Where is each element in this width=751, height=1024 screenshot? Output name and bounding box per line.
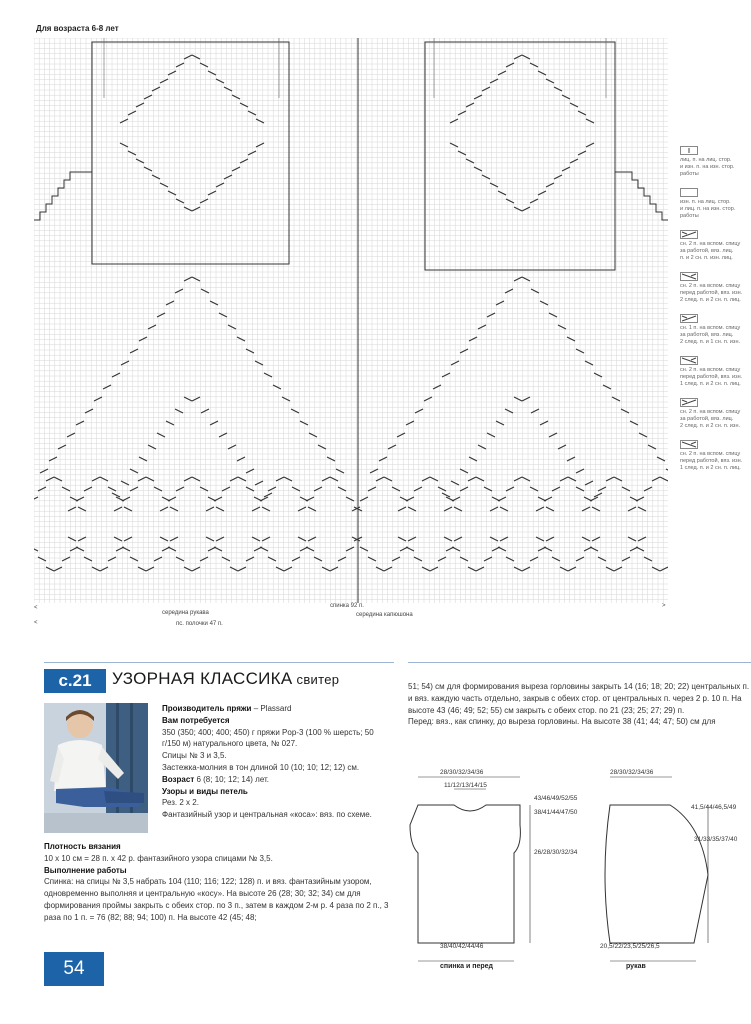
left-arrow: < bbox=[34, 605, 38, 611]
cable-cross-mark bbox=[268, 557, 276, 561]
cable-cross-mark bbox=[522, 567, 530, 571]
cable-cross-mark bbox=[306, 497, 314, 501]
cable-cross-mark bbox=[200, 557, 208, 561]
cable-cross-mark bbox=[578, 151, 586, 155]
density-label: Плотность вязания bbox=[44, 842, 121, 851]
cable-cross-mark bbox=[474, 167, 482, 171]
cable-cross-mark bbox=[148, 445, 156, 449]
cable-cross-mark bbox=[530, 63, 538, 67]
cable-cross-mark bbox=[392, 557, 400, 561]
cable-cross-mark bbox=[255, 481, 263, 485]
cable-cross-mark bbox=[248, 111, 256, 115]
cable-cross-mark bbox=[414, 557, 422, 561]
cable-cross-mark bbox=[170, 507, 178, 511]
cable-cross-mark bbox=[398, 537, 406, 541]
cable-cross-mark bbox=[92, 477, 100, 481]
cross-right-2-icon bbox=[680, 356, 698, 365]
cable-cross-mark bbox=[184, 477, 192, 481]
armhole-steps-right bbox=[615, 172, 668, 220]
cable-cross-mark bbox=[606, 567, 614, 571]
cable-cross-mark bbox=[468, 477, 476, 481]
cable-cross-mark bbox=[232, 95, 240, 99]
cable-cross-mark bbox=[138, 477, 146, 481]
cable-cross-mark bbox=[192, 55, 200, 59]
cable-cross-mark bbox=[154, 557, 162, 561]
cable-cross-mark bbox=[384, 567, 392, 571]
cable-cross-mark bbox=[224, 87, 232, 91]
cable-cross-mark bbox=[560, 477, 568, 481]
cable-cross-mark bbox=[175, 289, 183, 293]
garment-schematic bbox=[404, 765, 751, 975]
cable-cross-mark bbox=[338, 557, 346, 561]
cable-cross-mark bbox=[622, 557, 630, 561]
producer-value: – Plassard bbox=[251, 704, 292, 713]
cable-cross-mark bbox=[536, 537, 544, 541]
age-label: Для возраста 6-8 лет bbox=[36, 24, 119, 33]
cable-cross-mark bbox=[184, 55, 192, 59]
cable-cross-mark bbox=[582, 537, 590, 541]
cable-cross-mark bbox=[262, 507, 270, 511]
cable-cross-mark bbox=[130, 557, 138, 561]
cable-cross-mark bbox=[612, 397, 620, 401]
cable-cross-mark bbox=[206, 537, 214, 541]
chart-legend bbox=[680, 146, 751, 482]
cable-cross-mark bbox=[214, 497, 222, 501]
cable-cross-mark bbox=[424, 397, 432, 401]
cable-cross-mark bbox=[46, 477, 54, 481]
cross-right-3-icon bbox=[680, 440, 698, 449]
cable-cross-mark bbox=[124, 537, 132, 541]
subtitle-text: свитер bbox=[296, 672, 340, 687]
cable-cross-mark bbox=[482, 87, 490, 91]
body-caption: спинка и перед bbox=[440, 963, 493, 970]
cable-cross-mark bbox=[398, 507, 406, 511]
cable-cross-mark bbox=[192, 277, 200, 281]
cable-cross-mark bbox=[192, 567, 200, 571]
cable-cross-mark bbox=[538, 191, 546, 195]
cable-cross-mark bbox=[514, 55, 522, 59]
page-number: 54 bbox=[44, 952, 104, 986]
cable-cross-mark bbox=[592, 537, 600, 541]
cable-cross-mark bbox=[240, 159, 248, 163]
cable-cross-mark bbox=[530, 557, 538, 561]
sleeve-caption: рукав bbox=[626, 963, 646, 970]
cable-cross-mark bbox=[176, 63, 184, 67]
cable-cross-mark bbox=[544, 497, 552, 501]
cable-cross-mark bbox=[582, 507, 590, 511]
cable-cross-mark bbox=[144, 167, 152, 171]
cable-cross-mark bbox=[120, 143, 128, 147]
cable-cross-mark bbox=[124, 507, 132, 511]
cable-cross-mark bbox=[54, 477, 62, 481]
cable-cross-mark bbox=[530, 199, 538, 203]
cable-cross-mark bbox=[184, 397, 192, 401]
cable-cross-mark bbox=[522, 477, 530, 481]
cable-cross-mark bbox=[78, 537, 86, 541]
cable-cross-mark bbox=[514, 207, 522, 211]
cable-cross-mark bbox=[484, 557, 492, 561]
body-side-label: 26/28/30/32/34 bbox=[534, 849, 578, 856]
cable-cross-mark bbox=[450, 143, 458, 147]
cable-cross-mark bbox=[522, 397, 530, 401]
cable-cross-mark bbox=[466, 159, 474, 163]
cable-cross-mark bbox=[458, 151, 466, 155]
cable-cross-mark bbox=[652, 477, 660, 481]
patterns-label: Узоры и виды петель bbox=[162, 786, 248, 796]
cable-cross-mark bbox=[222, 557, 230, 561]
cable-cross-mark bbox=[208, 191, 216, 195]
age-value: 6 (8; 10; 12; 14) лет. bbox=[194, 774, 270, 784]
body-h1-label: 43/46/49/52/55 bbox=[534, 795, 578, 802]
cable-cross-mark bbox=[514, 477, 522, 481]
cable-cross-mark bbox=[586, 143, 594, 147]
cable-cross-mark bbox=[644, 557, 652, 561]
cable-cross-mark bbox=[284, 477, 292, 481]
cable-cross-mark bbox=[46, 567, 54, 571]
cable-cross-mark bbox=[430, 477, 438, 481]
cable-cross-mark bbox=[184, 207, 192, 211]
back-label: спинка 92 п. bbox=[330, 603, 364, 609]
cable-cross-mark bbox=[570, 159, 578, 163]
cable-cross-mark bbox=[114, 507, 122, 511]
cable-cross-mark bbox=[487, 433, 495, 437]
density-text: 10 х 10 см = 28 п. х 42 р. фантазийного узора спицами № 3,5. bbox=[44, 853, 273, 863]
cable-cross-mark bbox=[388, 445, 396, 449]
cross-left-3-icon bbox=[680, 398, 698, 407]
cable-cross-mark bbox=[638, 507, 646, 511]
cable-cross-mark bbox=[505, 289, 513, 293]
cable-cross-mark bbox=[406, 497, 414, 501]
cable-cross-mark bbox=[614, 477, 622, 481]
cable-cross-mark bbox=[546, 537, 554, 541]
cable-cross-mark bbox=[228, 445, 236, 449]
cross-left-2-icon bbox=[680, 314, 698, 323]
cable-cross-mark bbox=[460, 557, 468, 561]
cable-cross-mark bbox=[62, 557, 70, 561]
cable-cross-mark bbox=[474, 95, 482, 99]
cable-cross-mark bbox=[585, 361, 593, 365]
materials-column bbox=[162, 703, 394, 821]
cable-cross-mark bbox=[592, 507, 600, 511]
cross-left-icon bbox=[680, 230, 698, 239]
cable-cross-mark bbox=[255, 361, 263, 365]
cable-cross-mark bbox=[430, 567, 438, 571]
cable-cross-mark bbox=[585, 481, 593, 485]
cable-cross-mark bbox=[136, 103, 144, 107]
cable-cross-mark bbox=[476, 477, 484, 481]
cable-cross-mark bbox=[260, 497, 268, 501]
cable-cross-mark bbox=[228, 325, 236, 329]
fancy-text: Фантазийный узор и центральная «коса»: вяз. по схеме. bbox=[162, 810, 372, 820]
cable-cross-mark bbox=[330, 477, 338, 481]
work-label: Выполнение работы bbox=[44, 865, 127, 875]
cable-cross-mark bbox=[58, 445, 66, 449]
cable-cross-mark bbox=[552, 557, 560, 561]
left-arrow-2: < bbox=[34, 620, 38, 626]
sleeve-len-label: 41,5/44/46,5/49 bbox=[691, 804, 737, 811]
cable-cross-mark bbox=[318, 445, 326, 449]
cable-cross-mark bbox=[314, 557, 322, 561]
neck-label: 11/12/13/14/15 bbox=[444, 782, 487, 789]
cable-cross-mark bbox=[514, 397, 522, 401]
cable-cross-mark bbox=[570, 103, 578, 107]
cable-cross-mark bbox=[639, 433, 647, 437]
cable-cross-mark bbox=[522, 277, 530, 281]
cable-cross-mark bbox=[192, 477, 200, 481]
cable-cross-mark bbox=[422, 477, 430, 481]
cable-cross-mark bbox=[408, 507, 416, 511]
cable-cross-mark bbox=[176, 557, 184, 561]
section-rule-left bbox=[44, 662, 394, 663]
cable-cross-mark bbox=[384, 477, 392, 481]
cable-cross-mark bbox=[560, 567, 568, 571]
cable-cross-mark bbox=[54, 567, 62, 571]
cable-cross-mark bbox=[660, 567, 668, 571]
cable-cross-mark bbox=[478, 445, 486, 449]
cable-cross-mark bbox=[232, 167, 240, 171]
purl-box-icon bbox=[680, 146, 698, 155]
cable-cross-mark bbox=[666, 469, 668, 473]
cable-cross-mark bbox=[170, 537, 178, 541]
empty-box-icon bbox=[680, 188, 698, 197]
cable-cross-mark bbox=[638, 537, 646, 541]
cable-cross-mark bbox=[322, 477, 330, 481]
legend-text: сн. 2 п. на вспом. спицу перед работой, вяз. изн. 2 след. п. и 2 сн. п. лиц. bbox=[680, 283, 743, 303]
cable-cross-mark bbox=[112, 373, 120, 377]
cable-cross-mark bbox=[322, 567, 330, 571]
cable-cross-mark bbox=[458, 111, 466, 115]
cable-cross-mark bbox=[284, 567, 292, 571]
cable-cross-mark bbox=[546, 507, 554, 511]
cable-cross-mark bbox=[206, 507, 214, 511]
cable-cross-mark bbox=[408, 537, 416, 541]
yoke-box-left bbox=[92, 42, 289, 264]
cable-cross-mark bbox=[562, 167, 570, 171]
cable-cross-mark bbox=[128, 151, 136, 155]
cable-cross-mark bbox=[184, 277, 192, 281]
cable-cross-mark bbox=[176, 199, 184, 203]
chart-grid bbox=[34, 38, 668, 633]
col2-front: Перед: вяз., как спинку, до выреза горловины. На высоте 38 (41; 44; 47; 50) см для bbox=[408, 717, 716, 727]
cable-cross-mark bbox=[122, 497, 130, 501]
legend-item bbox=[680, 356, 751, 398]
cable-cross-mark bbox=[130, 349, 138, 353]
cable-cross-mark bbox=[652, 567, 660, 571]
cable-cross-mark bbox=[660, 477, 668, 481]
cable-cross-mark bbox=[68, 507, 76, 511]
cable-cross-mark bbox=[240, 103, 248, 107]
cable-cross-mark bbox=[500, 507, 508, 511]
cable-cross-mark bbox=[146, 477, 154, 481]
age-line bbox=[162, 774, 394, 786]
half-sleeve-label: пс. полочки 47 п. bbox=[176, 621, 223, 627]
cable-cross-mark bbox=[68, 537, 76, 541]
article-badge: с.21 bbox=[44, 669, 106, 693]
legend-text: сн. 1 п. на вспом. спицу за работой, вяз. лиц. 2 след. п. и 1 сн. п. изн. bbox=[680, 325, 741, 345]
cable-cross-mark bbox=[536, 507, 544, 511]
cable-cross-mark bbox=[330, 567, 338, 571]
sleeve-cap-label: 31/33/35/37/40 bbox=[694, 836, 738, 843]
cable-cross-mark bbox=[262, 537, 270, 541]
sleeve-center-label: середина рукава bbox=[162, 610, 209, 616]
cable-cross-mark bbox=[460, 349, 468, 353]
cable-cross-mark bbox=[67, 433, 75, 437]
cable-cross-mark bbox=[276, 567, 284, 571]
cable-cross-mark bbox=[276, 477, 284, 481]
legend-item bbox=[680, 188, 751, 230]
col2-text: 51; 54) см для формирования выреза горловины закрыть 14 (16; 18; 20; 22) центральных п. и вяз. каждую часть отдельно, закрыв с обеих стор. от центральных п. через 2 р. 10 п. На высоте 43 (46; 49; 52; 55) см закрыть с обеих стор. по 21 (23; 25; 27; 29) п. bbox=[408, 682, 750, 715]
cross-right-icon bbox=[680, 272, 698, 281]
cable-cross-mark bbox=[522, 55, 530, 59]
work-text: Спинка: на спицы № 3,5 набрать 104 (110; 116; 122; 128) п. и вяз. фантазийным узором, одновременно выполняя и центральную «косу». На высоте 26 (28; 30; 32; 34) см для формирования проймы закрыть с обеих стор. по 3 п., затем в каждом 2-м р. 4 раза по 2 п., 3 раза по 1 п. = 76 (82; 88; 94; 100) п. На высоте 42 (45; 48; bbox=[44, 877, 389, 922]
cable-cross-mark bbox=[114, 537, 122, 541]
sleeve-bottom-label: 20,5/22/23,5/25/26,5 bbox=[600, 943, 660, 950]
cable-cross-mark bbox=[192, 397, 200, 401]
cable-cross-mark bbox=[567, 337, 575, 341]
cable-cross-mark bbox=[444, 537, 452, 541]
cable-cross-mark bbox=[216, 507, 224, 511]
cable-cross-mark bbox=[444, 507, 452, 511]
hood-center-label: середина капюшона bbox=[356, 612, 413, 618]
title-text: УЗОРНАЯ КЛАССИКА bbox=[112, 669, 293, 688]
right-arrow: > bbox=[662, 603, 666, 609]
cable-cross-mark bbox=[452, 497, 460, 501]
legend-text: сн. 2 п. на вспом. спицу перед работой, вяз. изн. 1 след. п. и 2 сн. п. лиц. bbox=[680, 451, 743, 471]
legend-item bbox=[680, 146, 751, 188]
cable-cross-mark bbox=[531, 289, 539, 293]
cable-cross-mark bbox=[549, 433, 557, 437]
need-label: Вам потребуется bbox=[162, 715, 230, 725]
cable-cross-mark bbox=[614, 567, 622, 571]
body-bottom-label: 38/40/42/44/46 bbox=[440, 943, 484, 950]
cable-cross-mark bbox=[216, 537, 224, 541]
cable-cross-mark bbox=[219, 433, 227, 437]
rib-text: Рез. 2 х 2. bbox=[162, 798, 199, 808]
section-rule-right bbox=[408, 662, 751, 663]
instructions-column-2 bbox=[408, 681, 751, 728]
cable-cross-mark bbox=[514, 567, 522, 571]
legend-item bbox=[680, 230, 751, 272]
cable-cross-mark bbox=[466, 103, 474, 107]
cable-cross-mark bbox=[146, 567, 154, 571]
cable-cross-mark bbox=[590, 497, 598, 501]
cable-cross-mark bbox=[598, 557, 606, 561]
cable-cross-mark bbox=[201, 289, 209, 293]
legend-item bbox=[680, 314, 751, 356]
cable-cross-mark bbox=[346, 497, 354, 501]
cable-cross-mark bbox=[648, 445, 656, 449]
cable-cross-mark bbox=[94, 397, 102, 401]
cable-cross-mark bbox=[562, 95, 570, 99]
needles-text: Спицы № 3 и 3,5. bbox=[162, 751, 227, 761]
legend-item bbox=[680, 440, 751, 482]
cable-cross-mark bbox=[128, 111, 136, 115]
cable-cross-mark bbox=[442, 493, 450, 497]
cable-cross-mark bbox=[514, 277, 522, 281]
legend-text: лиц. п. на лиц. стор. и изн. п. на изн. стор. работы bbox=[680, 157, 735, 177]
cable-cross-mark bbox=[252, 537, 260, 541]
cable-cross-mark bbox=[138, 567, 146, 571]
legend-item bbox=[680, 272, 751, 314]
cable-cross-mark bbox=[200, 63, 208, 67]
cable-cross-mark bbox=[606, 477, 614, 481]
body-h2-label: 38/41/44/47/50 bbox=[534, 809, 578, 816]
legend-text: изн. п. на лиц. стор. и лиц. п. на изн. стор. работы bbox=[680, 199, 736, 219]
cable-cross-mark bbox=[252, 507, 260, 511]
cable-cross-mark bbox=[522, 207, 530, 211]
cable-cross-mark bbox=[578, 111, 586, 115]
cable-cross-mark bbox=[184, 567, 192, 571]
cable-cross-mark bbox=[248, 151, 256, 155]
legend-item bbox=[680, 398, 751, 440]
cable-cross-mark bbox=[422, 567, 430, 571]
armhole-steps-left bbox=[34, 172, 92, 220]
zipper-text: Застежка-молния в тон длиной 10 (10; 10; 12; 12) см. bbox=[162, 762, 360, 772]
cable-cross-mark bbox=[78, 507, 86, 511]
cable-cross-mark bbox=[200, 199, 208, 203]
cable-cross-mark bbox=[112, 493, 120, 497]
cable-cross-mark bbox=[476, 567, 484, 571]
cable-cross-mark bbox=[34, 497, 38, 501]
cable-cross-mark bbox=[237, 337, 245, 341]
cable-cross-mark bbox=[84, 557, 92, 561]
model-photo bbox=[44, 703, 148, 833]
cable-cross-mark bbox=[442, 373, 450, 377]
cable-cross-mark bbox=[148, 325, 156, 329]
cable-cross-mark bbox=[309, 433, 317, 437]
legend-text: сн. 2 п. на вспом. спицу за работой, вяз. лиц. п. и 2 сн. п. изн. лиц. bbox=[680, 241, 741, 261]
body-top-label: 28/30/32/34/36 bbox=[440, 769, 484, 776]
cable-cross-mark bbox=[468, 567, 476, 571]
producer-label: Производитель пряжи bbox=[162, 704, 252, 713]
article-title bbox=[112, 669, 339, 689]
cable-cross-mark bbox=[192, 207, 200, 211]
cable-cross-mark bbox=[292, 557, 300, 561]
cable-cross-mark bbox=[500, 537, 508, 541]
instructions-column bbox=[44, 841, 394, 924]
cable-cross-mark bbox=[273, 385, 281, 389]
need-text: 350 (350; 400; 400; 450) г пряжи Pop-3 (100 % шерсть; 50 г/150 м) натурального цвета, № 027. bbox=[162, 727, 374, 749]
knitting-chart bbox=[34, 38, 668, 633]
cable-cross-mark bbox=[92, 567, 100, 571]
legend-text: сн. 2 п. на вспом. спицу за работой, вяз. лиц. 2 след. п. и 2 сн. п. изн. bbox=[680, 409, 741, 429]
producer-line bbox=[162, 703, 394, 715]
cable-cross-mark bbox=[554, 87, 562, 91]
cable-cross-mark bbox=[603, 385, 611, 389]
cable-cross-mark bbox=[478, 325, 486, 329]
photo-illustration bbox=[44, 703, 148, 833]
cable-cross-mark bbox=[136, 159, 144, 163]
cable-cross-mark bbox=[144, 95, 152, 99]
legend-text: сн. 2 п. на вспом. спицу перед работой, вяз. изн. 1 след. п. и 2 сн. п. лиц. bbox=[680, 367, 743, 387]
age-label-bold: Возраст bbox=[162, 774, 195, 784]
grid-lines bbox=[34, 38, 668, 603]
cable-cross-mark bbox=[76, 497, 84, 501]
sleeve-top-label: 28/30/32/34/36 bbox=[610, 769, 654, 776]
